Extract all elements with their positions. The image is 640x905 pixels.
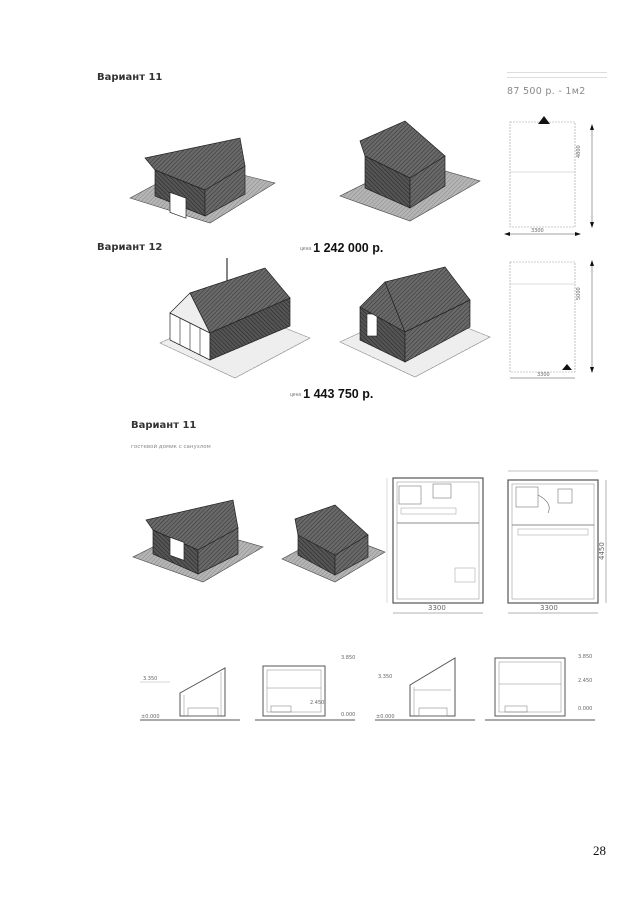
house-iso-3 [155, 258, 315, 383]
mark-9: 2.450 [578, 678, 593, 684]
mark-10: 0.000 [578, 706, 593, 712]
section-drawing-4 [485, 650, 595, 730]
price-variant-12: цена 1 242 000 р. [300, 241, 384, 255]
price-value: 1 443 750 р. [303, 387, 374, 401]
mark-4: 2.450 [310, 700, 325, 706]
mark-5: 0.000 [341, 712, 356, 718]
plan-drawing-1 [500, 112, 610, 247]
plan4-width-dim: 3300 [540, 604, 558, 612]
house-iso-4 [335, 262, 495, 382]
price-value: 1 242 000 р. [313, 241, 384, 255]
plan2-width-dim: 3300 [537, 372, 550, 378]
variant-11-title: Вариант 11 [97, 72, 163, 83]
variant-11b-title: Вариант 11 [131, 420, 197, 431]
plan1-width-dim: 3300 [531, 228, 544, 234]
mark-6: 3.350 [378, 674, 393, 680]
house-iso-2 [335, 116, 485, 226]
arrow-up-icon [562, 364, 572, 370]
faint-lines [507, 68, 607, 82]
page-number: 28 [593, 843, 606, 858]
variant-12-title: Вариант 12 [97, 242, 163, 253]
plan1-height-dim: 4800 [576, 145, 582, 158]
arrow-down-icon [538, 116, 550, 124]
plan3-width-dim: 3300 [428, 604, 446, 612]
mark-7: ±0.000 [376, 714, 395, 720]
house-iso-5 [128, 492, 268, 587]
plan2-height-dim: 5000 [576, 287, 582, 300]
section-drawing-2 [255, 658, 355, 728]
plan4-height-dim: 4450 [598, 542, 606, 560]
price-variant-12b: цена 1 443 750 р. [290, 387, 374, 401]
mark-3: 3.850 [341, 655, 356, 661]
mark-1: 3.350 [143, 676, 158, 682]
house-iso-6 [280, 497, 390, 587]
plan-drawing-2 [500, 252, 610, 387]
mark-2: ±0.000 [141, 714, 160, 720]
price-per-m2: 87 500 р. - 1м2 [507, 86, 586, 97]
mark-8: 3.850 [578, 654, 593, 660]
door-icon [367, 314, 377, 336]
plan-drawing-3 [385, 468, 495, 623]
variant-11b-subtitle: гостевой домик с санузлом [131, 444, 211, 450]
house-iso-1 [125, 128, 285, 228]
